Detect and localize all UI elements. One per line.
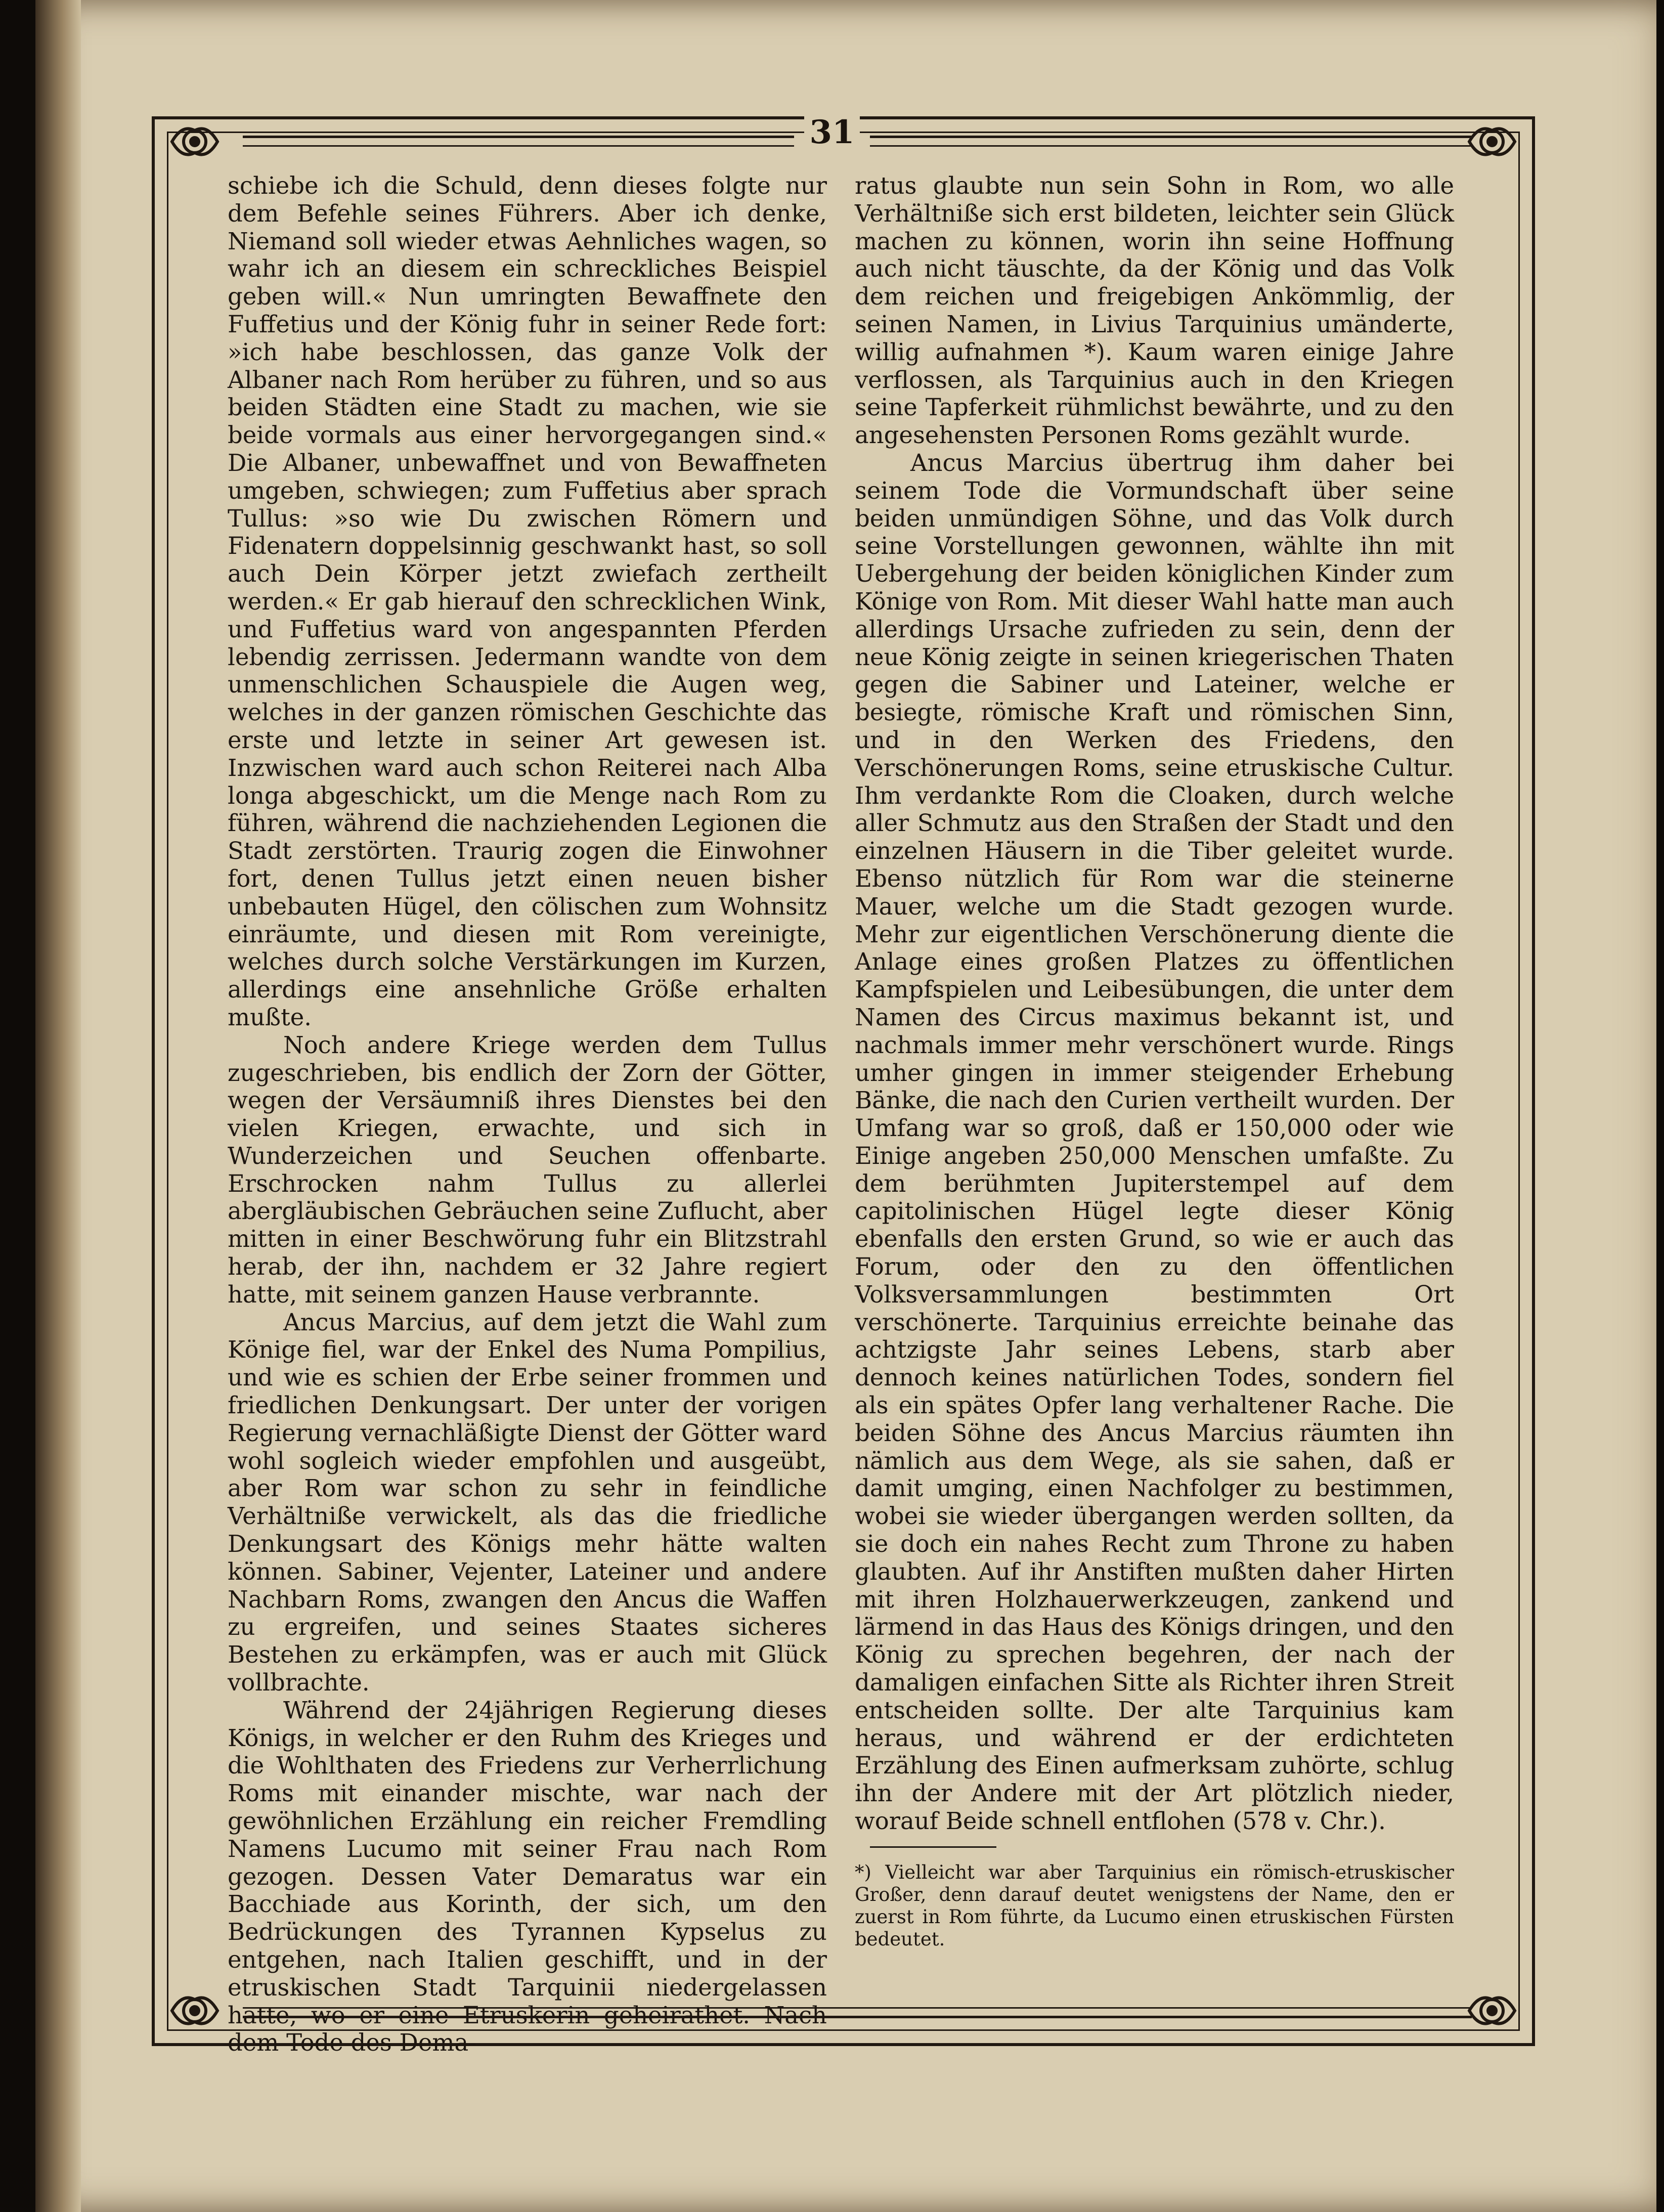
paragraph: ratus glaubte nun sein Sohn in Rom, wo alle Verhältniße sich erst bildeten, leichter sein Glück machen zu können, worin ihn seine Hoffnung auch nicht täuschte, da der König und das Volk dem reichen und freigebigen Ankömmlig, der seinen Namen, in Livius Tarquinius umänderte, willig aufnahmen *). Kaum waren einige Jahre verflossen, als Tarquinius auch in den Kriegen seine Tapferkeit rühmlichst bewährte, und zu den angesehensten Personen Roms gezählt wurde.	[855, 172, 1454, 449]
corner-ornament-icon	[162, 109, 228, 175]
paragraph: Noch andere Kriege werden dem Tullus zugeschrieben, bis endlich der Zorn der Götter, wegen der Versäumniß ihres Dienstes bei den vielen Kriegen, erwachte, und sich in Wunderzeichen und Seuchen offenbarte. Erschrocken nahm Tullus zu allerlei abergläubischen Gebräuchen seine Zuflucht, aber mitten in einer Beschwörung fuhr ein Blitzstrahl herab, der ihn, nachdem er 32 Jahre regiert hatte, mit seinem ganzen Hause verbrannte.	[228, 1031, 827, 1308]
corner-ornament-icon	[162, 1978, 228, 2044]
footnote-separator	[870, 1846, 996, 1848]
paragraph: schiebe ich die Schuld, denn dieses folgte nur dem Befehle seines Führers. Aber ich denke, Niemand soll wieder etwas Aehnliches wagen, so wahr ich an diesem ein schreckliches Beispiel geben will.« Nun umringten Bewaffnete den Fuffetius und der König fuhr in seiner Rede fort: »ich habe beschlossen, das ganze Volk der Albaner nach Rom herüber zu führen, und so aus beiden Städten eine Stadt zu machen, wie sie beide vormals aus einer hervorgegangen sind.« Die Albaner, unbewaffnet und von Bewaffneten umgeben, schwiegen; zum Fuffetius aber sprach Tullus: »so wie Du zwischen Römern und Fidenatern doppelsinnig geschwankt hast, so soll auch Dein Körper jetzt zwiefach zertheilt werden.« Er gab hierauf den schrecklichen Wink, und Fuffetius ward von angespannten Pferden lebendig zerrissen. Jedermann wandte von dem unmenschlichen Schauspiele die Augen weg, welches in der ganzen römischen Geschichte das erste und letzte in seiner Art gewesen ist. Inzwischen ward auch schon Reiterei nach Alba longa abgeschickt, um die Menge nach Rom zu führen, während die nachziehenden Legionen die Stadt zerstörten. Traurig zogen die Einwohner fort, denen Tullus jetzt einen neuen bisher unbebauten Hügel, den cölischen zum Wohnsitz einräumte, und diesen mit Rom vereinigte, welches durch solche Verstärkungen im Kurzen, allerdings eine ansehnliche Größe erhalten mußte.	[228, 172, 827, 1031]
right-text-column	[855, 172, 1454, 1836]
header-rule-left	[243, 136, 794, 147]
corner-ornament-icon	[1459, 109, 1525, 175]
paragraph: Ancus Marcius übertrug ihm daher bei seinem Tode die Vormundschaft über seine beiden unmündigen Söhne, und das Volk durch seine Vorstellungen gewonnen, wählte ihn mit Uebergehung der beiden königlichen Kinder zum Könige von Rom. Mit dieser Wahl hatte man auch allerdings Ursache zufrieden zu sein, denn der neue König zeigte in seinen kriegerischen Thaten gegen die Sabiner und Lateiner, welche er besiegte, römische Kraft und römischen Sinn, und in den Werken des Friedens, den Verschönerungen Roms, seine etruskische Cultur. Ihm verdankte Rom die Cloaken, durch welche aller Schmutz aus den Straßen der Stadt und den einzelnen Häusern in die Tiber geleitet wurde. Ebenso nützlich für Rom war die steinerne Mauer, welche um die Stadt gezogen wurde. Mehr zur eigentlichen Verschönerung diente die Anlage eines großen Platzes zu öffentlichen Kampfspielen und Leibesübungen, die unter dem Namen des Circus maximus bekannt ist, und nachmals immer mehr verschönert wurde. Rings umher gingen in immer steigender Erhebung Bänke, die nach den Curien vertheilt wurden. Der Umfang war so groß, daß er 150,000 oder wie Einige angeben 250,000 Menschen umfaßte. Zu dem berühmten Jupiterstempel auf dem capitolinischen Hügel legte dieser König ebenfalls den ersten Grund, so wie er auch das Forum, oder den zu den öffentlichen Volksversammlungen bestimmten Ort verschönerte. Tarquinius erreichte beinahe das achtzigste Jahr seines Lebens, starb aber dennoch keines natürlichen Todes, sondern fiel als ein spätes Opfer lang verhaltener Rache. Die beiden Söhne des Ancus Marcius räumten ihn nämlich aus dem Wege, als sie sahen, daß er damit umging, einen Nachfolger zu bestimmen, wobei sie wieder übergangen werden sollten, da sie doch ein nahes Recht zum Throne zu haben glaubten. Auf ihr Anstiften mußten daher Hirten mit ihren Holzhauerwerkzeugen, zankend und lärmend in das Haus des Königs dringen, und den König zu sprechen begehren, der nach der damaligen einfachen Sitte als Richter ihren Streit entscheiden sollte. Der alte Tarquinius kam heraus, und während er der erdichteten Erzählung des Einen aufmerksam zuhörte, schlug ihn der Andere mit der Art plötzlich nieder, worauf Beide schnell entflohen (578 v. Chr.).	[855, 449, 1454, 1835]
left-text-column	[228, 172, 827, 2057]
paragraph: Während der 24jährigen Regierung dieses Königs, in welcher er den Ruhm des Krieges und die Wohlthaten des Friedens zur Verherrlichung Roms mit einander mischte, war nach der gewöhnlichen Erzählung ein reicher Fremdling Namens Lucumo mit seiner Frau nach Rom gezogen. Dessen Vater Demaratus war ein Bacchiade aus Korinth, der sich, um den Bedrückungen des Tyrannen Kypselus zu entgehen, nach Italien geschifft, und in der etruskischen Stadt Tarquinii niedergelassen hatte, wo er eine Etruskerin geheirathet. Nach dem Tode des Dema-	[228, 1696, 827, 2057]
paragraph: Ancus Marcius, auf dem jetzt die Wahl zum Könige fiel, war der Enkel des Numa Pompilius, und wie es schien der Erbe seiner frommen und friedlichen Denkungsart. Der unter der vorigen Regierung vernachläßigte Dienst der Götter ward wohl sogleich wieder empfohlen und ausgeübt, aber Rom war schon zu sehr in feindliche Verhältniße verwickelt, als das die friedliche Denkungsart des Königs mehr hätte walten können. Sabiner, Vejenter, Lateiner und andere Nachbarn Roms, zwangen den Ancus die Waffen zu ergreifen, und seines Staates sicheres Bestehen zu erkämpfen, was er auch mit Glück vollbrachte.	[228, 1308, 827, 1697]
page-number: 31	[804, 113, 860, 151]
header-rule-right	[870, 136, 1472, 147]
corner-ornament-icon	[1459, 1978, 1525, 2044]
footnote: *) Vielleicht war aber Tarquinius ein römisch-etruskischer Großer, denn darauf deutet wenigstens der Name, den er zuerst in Rom führte, da Lucumo einen etruskischen Fürsten bedeutet.	[855, 1861, 1454, 1950]
book-gutter	[35, 0, 81, 2212]
